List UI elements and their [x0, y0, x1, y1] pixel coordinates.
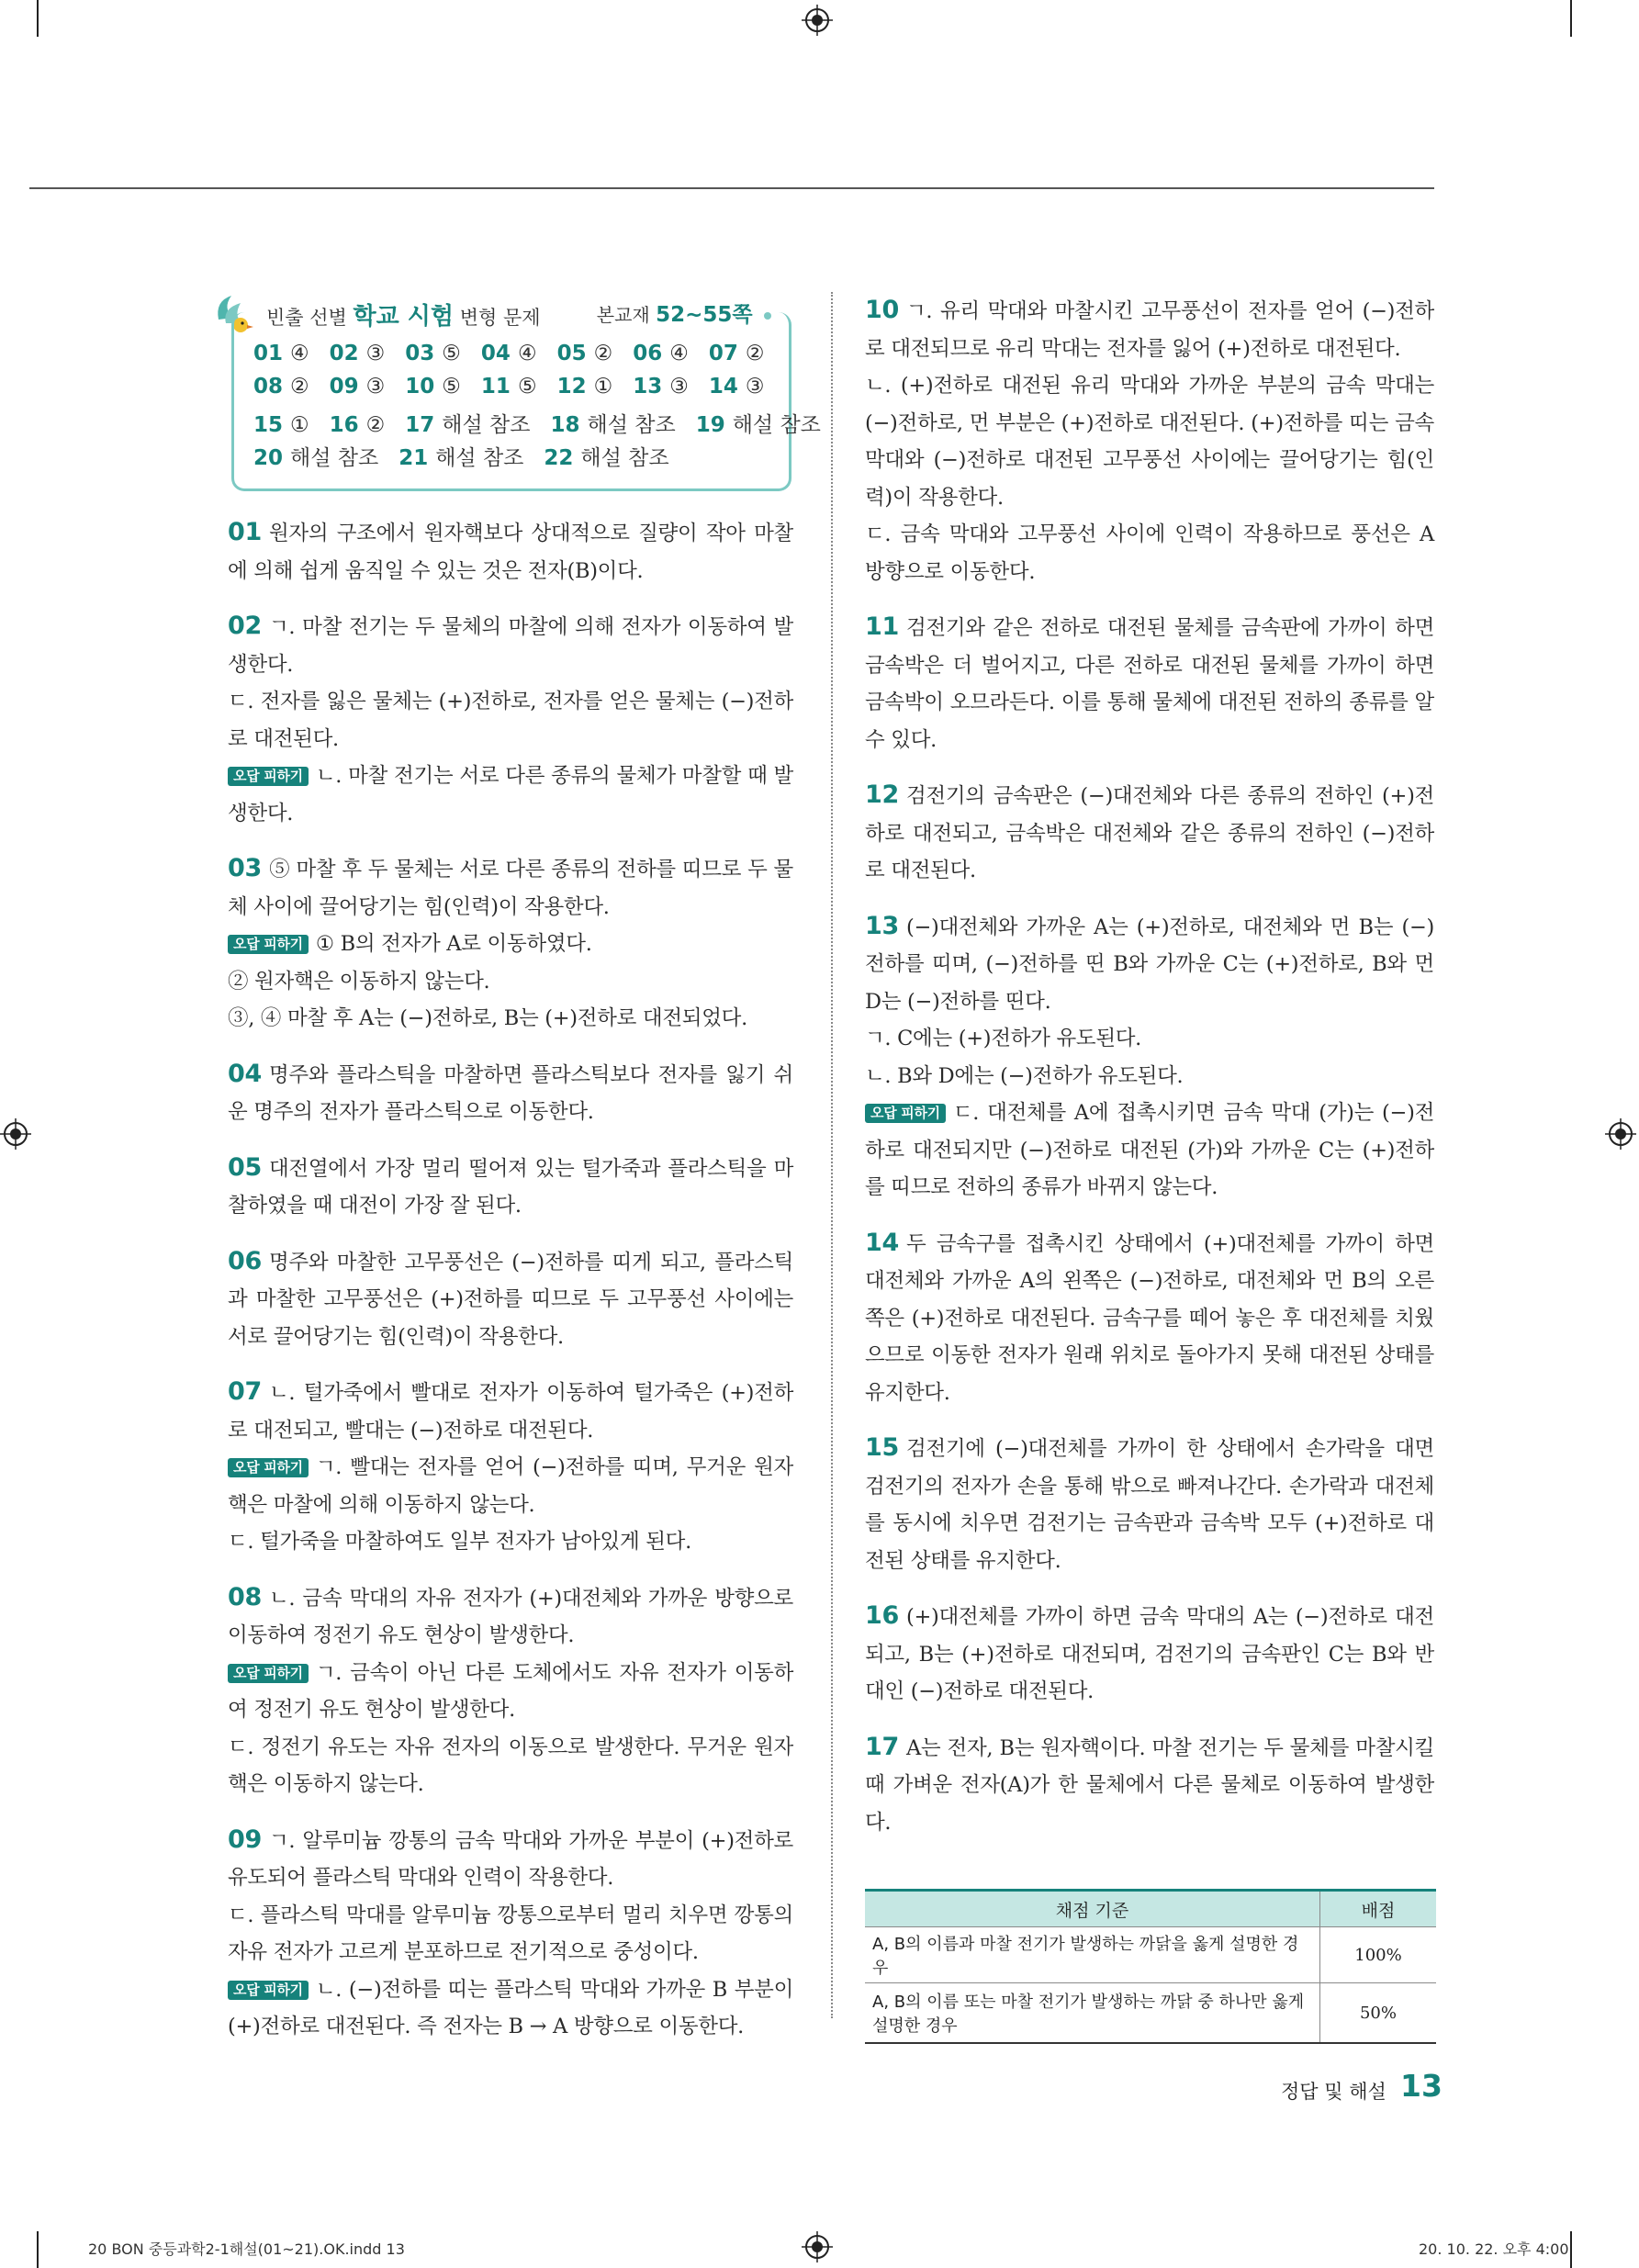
answer-item — [633, 375, 689, 399]
question-17 — [865, 1729, 1434, 1842]
answer-number: 03 — [405, 342, 435, 365]
answer-value: ④ — [517, 342, 537, 365]
question-number: 09 — [228, 1825, 262, 1854]
explanation-line — [228, 683, 793, 758]
answer-number: 13 — [633, 375, 663, 399]
explanation-line — [228, 1822, 793, 1897]
answer-value: ③ — [745, 375, 765, 399]
answer-number: 07 — [708, 342, 738, 365]
question-number: 05 — [228, 1152, 262, 1182]
answer-row — [253, 342, 786, 375]
explanation-text: A는 전자, B는 원자핵이다. 마찰 전기는 두 물체를 마찰시킬 때 가벼운 전자(A)가 한 물체에서 다른 물체로 이동하여 발생한다. — [865, 1735, 1434, 1835]
answer-value: ③ — [365, 342, 386, 365]
explanation-line — [228, 514, 793, 589]
answer-item — [253, 441, 378, 471]
question-number: 06 — [228, 1246, 262, 1275]
answer-number: 11 — [480, 375, 511, 399]
crop-mark-top-left — [37, 0, 39, 37]
table-row — [865, 1983, 1436, 2044]
answer-value: 해설 참조 — [442, 413, 531, 437]
question-04 — [228, 1056, 793, 1131]
answer-item — [399, 441, 523, 471]
wrong-answer-line — [228, 963, 793, 1001]
question-number: 07 — [228, 1377, 262, 1406]
wrong-answer-line — [228, 758, 793, 832]
question-number: 11 — [865, 612, 899, 641]
explanation-line — [865, 367, 1434, 516]
registration-mark-icon — [802, 5, 833, 36]
textbook-reference: 본교재 52~55쪽 — [597, 298, 771, 328]
answer-value: ④ — [290, 342, 309, 365]
explanation-text: 원자의 구조에서 원자핵보다 상대적으로 질량이 작아 마찰에 의해 쉽게 움직일 수 있는 것은 전자(B)이다. — [228, 522, 793, 583]
answer-value: ② — [290, 375, 309, 399]
wrong-answer-text: ㄴ. (−)전하를 띠는 플라스틱 막대와 가까운 B 부분이 (+)전하로 대전된다. 즉 전자는 B → A 방향으로 이동한다. — [228, 1977, 793, 2038]
wrong-answer-line — [865, 1095, 1434, 1207]
answer-value: ① — [290, 413, 309, 437]
explanation-line — [228, 1243, 793, 1356]
answer-value: 해설 참조 — [587, 413, 676, 437]
explanation-line — [228, 1897, 793, 1971]
answer-item — [330, 342, 386, 365]
answer-number: 02 — [329, 342, 359, 365]
wrong-answer-badge: 오답 피하기 — [228, 767, 309, 786]
question-number: 15 — [865, 1433, 899, 1462]
question-08 — [228, 1579, 793, 1803]
scoring-table — [865, 1889, 1436, 2044]
answer-item — [696, 408, 821, 438]
scoring-header-criteria: 채점 기준 — [865, 1891, 1320, 1927]
answer-number: 22 — [544, 446, 574, 470]
question-number: 16 — [865, 1601, 899, 1630]
answer-item — [557, 375, 613, 399]
wrong-answer-badge: 오답 피하기 — [228, 1981, 309, 2000]
question-12 — [865, 777, 1434, 890]
answer-value: ① — [593, 375, 613, 399]
explanation-line — [865, 777, 1434, 890]
answer-item — [405, 408, 530, 438]
crop-mark-top-right — [1570, 0, 1572, 37]
wrong-answer-text: ㄱ. 금속이 아닌 다른 도체에서도 자유 전자가 이동하여 정전기 유도 현상이 발생한다. — [228, 1660, 793, 1722]
question-number: 08 — [228, 1582, 262, 1611]
scoring-points: 100% — [1320, 1927, 1437, 1983]
answer-item — [405, 375, 461, 399]
explanation-text: ㄴ. B와 D에는 (−)전하가 유도된다. — [865, 1063, 1184, 1088]
question-13 — [865, 908, 1434, 1207]
right-column — [865, 292, 1434, 1859]
answer-number: 16 — [329, 413, 359, 437]
question-10 — [865, 292, 1434, 590]
answer-item — [557, 342, 613, 365]
wrong-answer-line — [228, 1449, 793, 1523]
explanation-line — [865, 1598, 1434, 1711]
answer-value: ④ — [669, 342, 689, 365]
answer-value: 해설 참조 — [580, 446, 669, 470]
wrong-answer-badge: 오답 피하기 — [228, 935, 309, 954]
question-09 — [228, 1822, 793, 2046]
explanation-text: ㄴ. (+)전하로 대전된 유리 막대와 가까운 부분의 금속 막대는 (−)전하로, 먼 부분은 (+)전하로 대전된다. (+)전하를 띠는 금속 막대와 (−)전하로 대전된 고무풍선 사이에는 끌어당기는 힘(인력)이 작용한다. — [865, 374, 1434, 510]
question-number: 14 — [865, 1228, 899, 1257]
question-02 — [228, 608, 793, 832]
crop-mark-bottom-right — [1570, 2231, 1572, 2268]
explanation-text: 대전열에서 가장 멀리 떨어져 있는 털가죽과 플라스틱을 마찰하였을 때 대전이 가장 잘 된다. — [228, 1156, 793, 1218]
explanation-text: ㄱ. C에는 (+)전하가 유도된다. — [865, 1027, 1142, 1050]
explanation-line — [865, 609, 1434, 758]
explanation-line — [865, 908, 1434, 1021]
answer-value: 해설 참조 — [732, 413, 821, 437]
explanation-line — [865, 292, 1434, 367]
wrong-answer-text: ㄱ. 빨대는 전자를 얻어 (−)전하를 띠며, 무거운 원자핵은 마찰에 의해 이동하지 않는다. — [228, 1455, 793, 1517]
question-14 — [865, 1225, 1434, 1412]
page-number: 13 — [1400, 2068, 1443, 2104]
explanation-text: ㄱ. 유리 막대와 마찰시킨 고무풍선이 전자를 얻어 (−)전하로 대전되므로 유리 막대는 전자를 잃어 (+)전하로 대전된다. — [865, 299, 1434, 361]
header-rule — [29, 187, 1434, 189]
wrong-answer-line — [228, 926, 793, 963]
answer-value: ⑤ — [517, 375, 537, 399]
answer-number: 05 — [556, 342, 587, 365]
answer-value: ③ — [669, 375, 689, 399]
answer-item — [405, 342, 461, 365]
explanation-text: 검전기의 금속판은 (−)대전체와 다른 종류의 전하인 (+)전하로 대전되고, 금속박은 대전체와 같은 종류의 전하인 (−)전하로 대전된다. — [865, 784, 1434, 882]
question-number: 12 — [865, 780, 899, 809]
wrong-answer-text: ③, ④ 마찰 후 A는 (−)전하로, B는 (+)전하로 대전되었다. — [228, 1006, 747, 1030]
answer-number: 10 — [405, 375, 435, 399]
explanation-text: 두 금속구를 접촉시킨 상태에서 (+)대전체를 가까이 하면 대전체와 가까운 A의 왼쪽은 (−)전하로, 대전체와 먼 B의 오른쪽은 (+)전하로 대전된다. 금속구를 떼어 놓은 후 대전체를 치웠으므로 이동한 전자가 원래 위치로 돌아가지 못해 대전된 상태를 유지한다. — [865, 1231, 1434, 1405]
answer-value: ⑤ — [442, 342, 461, 365]
wrong-answer-text: ② 원자핵은 이동하지 않는다. — [228, 969, 490, 994]
scoring-points: 50% — [1320, 1983, 1437, 2044]
print-slug-date: 20. 10. 22. 오후 4:00 — [1419, 2240, 1569, 2258]
wrong-answer-text: ㄷ. 대전체를 A에 접촉시키면 금속 막대 (가)는 (−)전하로 대전되지만 (−)전하로 대전된 (가)와 가까운 C는 (+)전하를 띠므로 전하의 종류가 바뀌지 않는다. — [865, 1101, 1434, 1199]
wrong-answer-badge: 오답 피하기 — [228, 1458, 309, 1477]
answer-item — [253, 413, 309, 437]
answer-row — [253, 375, 786, 408]
explanation-text: 명주와 플라스틱을 마찰하면 플라스틱보다 전자를 잃기 쉬운 명주의 전자가 플라스틱으로 이동한다. — [228, 1062, 793, 1124]
answer-item — [481, 375, 537, 399]
explanation-line — [865, 516, 1434, 590]
answer-value: ③ — [365, 375, 386, 399]
question-number: 10 — [865, 296, 899, 324]
footer-section-label: 정답 및 해설 — [1281, 2081, 1386, 2103]
explanation-line — [228, 608, 793, 683]
wrong-answer-text: ㄴ. 마찰 전기는 서로 다른 종류의 물체가 마찰할 때 발생한다. — [228, 764, 793, 825]
answer-item — [253, 375, 309, 399]
answer-item — [330, 375, 386, 399]
explanation-line — [228, 1374, 793, 1449]
table-row — [865, 1927, 1436, 1983]
wrong-answer-text: ㄷ. 정전기 유도는 자유 전자의 이동으로 발생한다. 무거운 원자핵은 이동하지 않는다. — [228, 1735, 793, 1796]
explanation-line — [228, 1150, 793, 1225]
print-slug-file: 20 BON 중등과학2-1해설(01~21).OK.indd 13 — [88, 2240, 405, 2258]
question-16 — [865, 1598, 1434, 1711]
answer-value: ⑤ — [442, 375, 461, 399]
explanation-text: 검전기와 같은 전하로 대전된 물체를 금속판에 가까이 하면 금속박은 더 벌어지고, 다른 전하로 대전된 물체를 가까이 하면 금속박이 오므라든다. 이를 통해 물체에 대전된 전하의 종류를 알 수 있다. — [865, 616, 1434, 752]
explanation-line — [865, 1430, 1434, 1579]
answer-number: 15 — [253, 413, 284, 437]
wrong-answer-line — [228, 1655, 793, 1729]
question-number: 13 — [865, 911, 899, 940]
answer-number: 01 — [253, 342, 284, 365]
wrong-answer-text: ① B의 전자가 A로 이동하였다. — [315, 932, 592, 956]
question-07 — [228, 1374, 793, 1561]
answer-item — [709, 342, 765, 365]
answer-number: 21 — [399, 446, 429, 470]
explanation-line — [228, 850, 793, 926]
answer-number: 18 — [550, 413, 580, 437]
explanation-line — [228, 1579, 793, 1655]
scoring-criteria: A, B의 이름과 마찰 전기가 발생하는 까닭을 옳게 설명한 경우 — [865, 1927, 1320, 1983]
explanation-line — [865, 1729, 1434, 1842]
answer-number: 06 — [633, 342, 663, 365]
explanation-text: ㄴ. 금속 막대의 자유 전자가 (+)대전체와 가까운 방향으로 이동하여 정전기 유도 현상이 발생한다. — [228, 1586, 793, 1647]
answer-item — [550, 408, 675, 438]
answer-box-title: 빈출 선별 학교 시험 변형 문제 — [266, 303, 541, 331]
explanation-text: 검전기에 (−)대전체를 가까이 한 상태에서 손가락을 대면 검전기의 전자가 손을 통해 밖으로 빠져나간다. 손가락과 대전체를 동시에 치우면 검전기는 금속판과 금속박 모두 (+)전하로 대전된 상태를 유지한다. — [865, 1437, 1434, 1573]
column-divider — [831, 292, 833, 2018]
explanation-line — [865, 1058, 1434, 1095]
explanation-text: ㄱ. 알루미늄 깡통의 금속 막대와 가까운 부분이 (+)전하로 유도되어 플라스틱 막대와 인력이 작용한다. — [228, 1828, 793, 1890]
question-number: 02 — [228, 612, 262, 640]
explanation-line — [865, 1225, 1434, 1412]
question-06 — [228, 1243, 793, 1356]
wrong-answer-line — [228, 1729, 793, 1803]
scoring-criteria: A, B의 이름 또는 마찰 전기가 발생하는 까닭 중 하나만 옳게 설명한 경우 — [865, 1983, 1320, 2044]
question-03 — [228, 850, 793, 1038]
answer-value: ② — [365, 413, 386, 437]
explanation-text: ⑤ 마찰 후 두 물체는 서로 다른 종류의 전하를 띠므로 두 물체 사이에 끌어당기는 힘(인력)이 작용한다. — [228, 858, 793, 919]
explanation-text: 명주와 마찰한 고무풍선은 (−)전하를 띠게 되고, 플라스틱과 마찰한 고무풍선은 (+)전하를 띠므로 두 고무풍선 사이에는 서로 끌어당기는 힘(인력)이 작용한다. — [228, 1250, 793, 1349]
answer-number: 20 — [253, 446, 284, 470]
question-number: 17 — [865, 1732, 899, 1761]
answer-row — [253, 408, 821, 441]
left-column — [228, 514, 793, 2064]
answer-number: 09 — [329, 375, 359, 399]
answer-item — [481, 342, 537, 365]
crop-mark-bottom-left — [37, 2231, 39, 2268]
answer-value: 해설 참조 — [290, 446, 379, 470]
answer-item — [544, 441, 668, 471]
answer-item — [330, 413, 386, 437]
answer-number: 12 — [556, 375, 587, 399]
question-number: 03 — [228, 854, 262, 882]
answer-item — [633, 342, 689, 365]
registration-mark-icon — [1605, 1118, 1636, 1150]
wrong-answer-badge: 오답 피하기 — [228, 1664, 309, 1683]
answer-number: 08 — [253, 375, 284, 399]
explanation-text: ㄷ. 플라스틱 막대를 알루미늄 깡통으로부터 멀리 치우면 깡통의 자유 전자가 고르게 분포하므로 전기적으로 중성이다. — [228, 1903, 793, 1964]
answer-number: 19 — [695, 413, 725, 437]
explanation-text: ㄴ. 털가죽에서 빨대로 전자가 이동하여 털가죽은 (+)전하로 대전되고, 빨대는 (−)전하로 대전된다. — [228, 1381, 793, 1443]
answer-number: 17 — [405, 413, 435, 437]
wrong-answer-text: ㄷ. 털가죽을 마찰하여도 일부 전자가 남아있게 된다. — [228, 1530, 691, 1554]
wrong-answer-line — [228, 1971, 793, 2046]
question-05 — [228, 1150, 793, 1225]
explanation-text: ㄷ. 전자를 잃은 물체는 (+)전하로, 전자를 얻은 물체는 (−)전하로 대전된다. — [228, 690, 793, 751]
answer-value: ② — [745, 342, 765, 365]
explanation-text: ㄱ. 마찰 전기는 두 물체의 마찰에 의해 전자가 이동하여 발생한다. — [228, 615, 793, 677]
registration-mark-icon — [0, 1118, 31, 1150]
explanation-line — [865, 1020, 1434, 1058]
question-number: 01 — [228, 518, 262, 546]
scoring-header-points: 배점 — [1320, 1891, 1437, 1927]
question-01 — [228, 514, 793, 589]
question-11 — [865, 609, 1434, 758]
question-15 — [865, 1430, 1434, 1579]
question-number: 04 — [228, 1059, 262, 1088]
explanation-text: (−)대전체와 가까운 A는 (+)전하로, 대전체와 먼 B는 (−)전하를 띠며, (−)전하를 띤 B와 가까운 C는 (+)전하로, B와 먼 D는 (−)전하를 띤다. — [865, 915, 1434, 1014]
wrong-answer-badge: 오답 피하기 — [865, 1104, 946, 1123]
answer-key-list — [253, 342, 821, 474]
wrong-answer-line — [228, 1523, 793, 1561]
wrong-answer-line — [228, 1000, 793, 1038]
explanation-text: ㄷ. 금속 막대와 고무풍선 사이에 인력이 작용하므로 풍선은 A 방향으로 이동한다. — [865, 522, 1434, 584]
explanation-text: (+)대전체를 가까이 하면 금속 막대의 A는 (−)전하로 대전되고, B는 (+)전하로 대전되며, 검전기의 금속판인 C는 B와 반대인 (−)전하로 대전된다. — [865, 1605, 1434, 1703]
answer-value: ② — [593, 342, 613, 365]
answer-row — [253, 441, 786, 474]
answer-item — [709, 375, 765, 399]
explanation-line — [228, 1056, 793, 1131]
answer-item — [253, 342, 309, 365]
answer-number: 04 — [480, 342, 511, 365]
answer-number: 14 — [708, 375, 738, 399]
answer-value: 해설 참조 — [435, 446, 524, 470]
registration-mark-icon — [802, 2231, 833, 2262]
